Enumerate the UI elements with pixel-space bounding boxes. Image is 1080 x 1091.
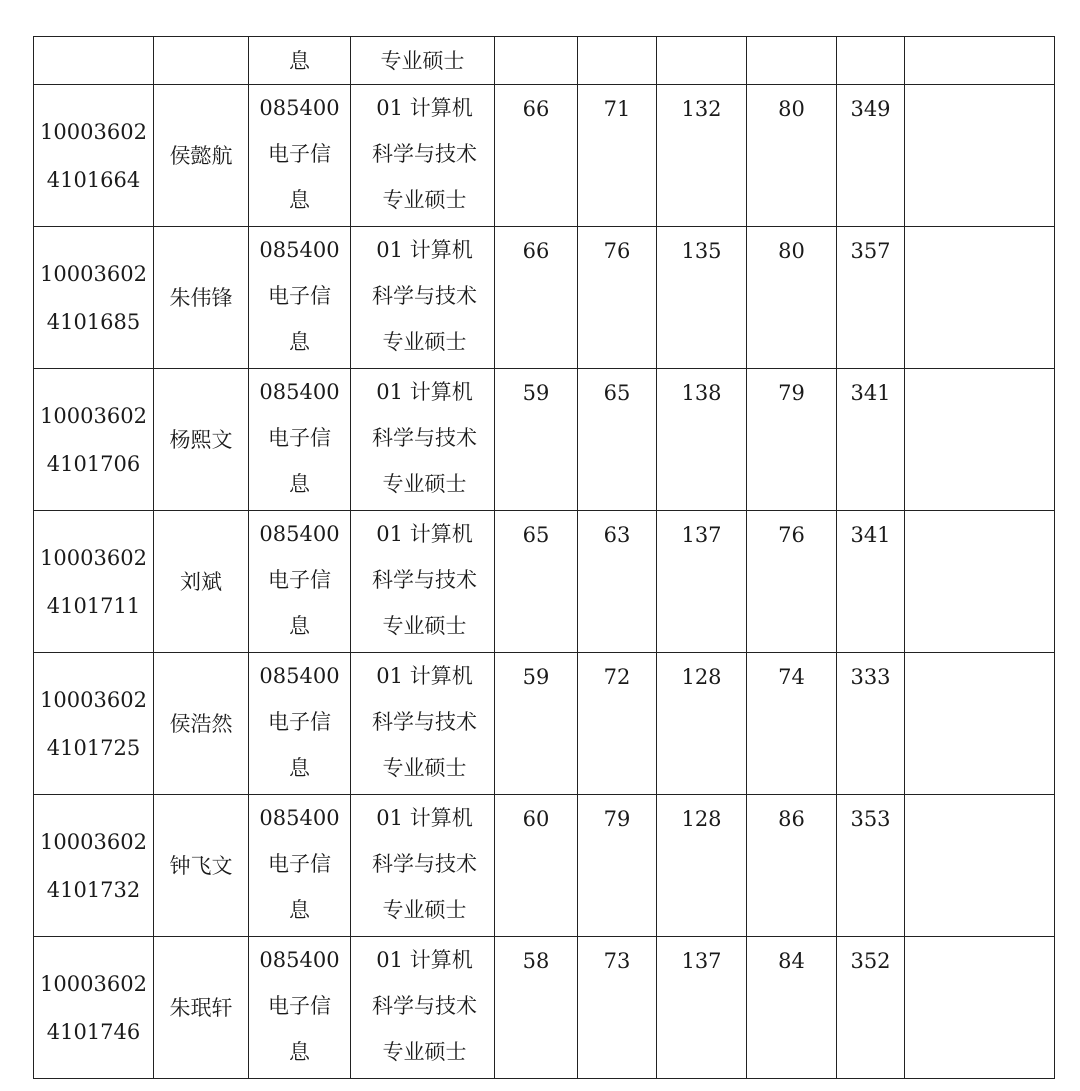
cell-name: 刘斌 bbox=[154, 511, 249, 653]
cell-candidate-id: 10003602 4101685 bbox=[34, 227, 154, 369]
cell-major: 085400 电子信 息 bbox=[249, 85, 351, 227]
cell-subject4 bbox=[747, 37, 837, 85]
table-row bbox=[34, 653, 1055, 795]
cell-subject3: 137 bbox=[657, 937, 747, 1079]
cell-remark bbox=[905, 653, 1055, 795]
cell-subject1: 59 bbox=[495, 369, 578, 511]
cell-direction: 01 计算机 科学与技术 专业硕士 bbox=[351, 227, 495, 369]
cell-remark bbox=[905, 511, 1055, 653]
cell-subject1 bbox=[495, 37, 578, 85]
cell-name: 朱珉轩 bbox=[154, 937, 249, 1079]
cell-name: 朱伟锋 bbox=[154, 227, 249, 369]
cell-name: 钟飞文 bbox=[154, 795, 249, 937]
cell-direction: 01 计算机 科学与技术 专业硕士 bbox=[351, 511, 495, 653]
cell-subject2: 79 bbox=[578, 795, 657, 937]
cell-name: 侯懿航 bbox=[154, 85, 249, 227]
table-row bbox=[34, 369, 1055, 511]
table-row bbox=[34, 85, 1055, 227]
cell-major: 085400 电子信 息 bbox=[249, 227, 351, 369]
cell-subject3: 138 bbox=[657, 369, 747, 511]
cell-candidate-id: 10003602 4101664 bbox=[34, 85, 154, 227]
table-row bbox=[34, 511, 1055, 653]
cell-subject2: 73 bbox=[578, 937, 657, 1079]
cell-major: 息 bbox=[249, 37, 351, 85]
cell-subject1: 66 bbox=[495, 227, 578, 369]
cell-remark bbox=[905, 85, 1055, 227]
cell-candidate-id: 10003602 4101711 bbox=[34, 511, 154, 653]
cell-candidate-id: 10003602 4101706 bbox=[34, 369, 154, 511]
cell-subject4: 74 bbox=[747, 653, 837, 795]
cell-total: 349 bbox=[837, 85, 905, 227]
table-row bbox=[34, 937, 1055, 1079]
cell-major: 085400 电子信 息 bbox=[249, 369, 351, 511]
cell-major: 085400 电子信 息 bbox=[249, 795, 351, 937]
cell-subject2 bbox=[578, 37, 657, 85]
cell-candidate-id: 10003602 4101732 bbox=[34, 795, 154, 937]
cell-total: 357 bbox=[837, 227, 905, 369]
cell-subject1: 60 bbox=[495, 795, 578, 937]
cell-subject4: 86 bbox=[747, 795, 837, 937]
cell-direction: 01 计算机 科学与技术 专业硕士 bbox=[351, 653, 495, 795]
cell-major: 085400 电子信 息 bbox=[249, 511, 351, 653]
cell-remark bbox=[905, 37, 1055, 85]
cell-subject1: 66 bbox=[495, 85, 578, 227]
cell-name: 杨熙文 bbox=[154, 369, 249, 511]
cell-subject1: 59 bbox=[495, 653, 578, 795]
cell-subject4: 80 bbox=[747, 85, 837, 227]
cell-total: 352 bbox=[837, 937, 905, 1079]
cell-total: 341 bbox=[837, 511, 905, 653]
table-row bbox=[34, 795, 1055, 937]
cell-remark bbox=[905, 369, 1055, 511]
cell-direction: 01 计算机 科学与技术 专业硕士 bbox=[351, 369, 495, 511]
cell-total bbox=[837, 37, 905, 85]
cell-name: 侯浩然 bbox=[154, 653, 249, 795]
cell-subject2: 71 bbox=[578, 85, 657, 227]
cell-subject3 bbox=[657, 37, 747, 85]
cell-subject4: 84 bbox=[747, 937, 837, 1079]
cell-subject4: 80 bbox=[747, 227, 837, 369]
cell-remark bbox=[905, 795, 1055, 937]
cell-direction: 01 计算机 科学与技术 专业硕士 bbox=[351, 85, 495, 227]
cell-remark bbox=[905, 227, 1055, 369]
cell-subject2: 63 bbox=[578, 511, 657, 653]
cell-subject3: 132 bbox=[657, 85, 747, 227]
cell-subject3: 128 bbox=[657, 795, 747, 937]
cell-subject2: 65 bbox=[578, 369, 657, 511]
cell-subject2: 76 bbox=[578, 227, 657, 369]
cell-subject1: 58 bbox=[495, 937, 578, 1079]
score-table bbox=[33, 36, 1055, 1079]
cell-subject3: 137 bbox=[657, 511, 747, 653]
cell-total: 333 bbox=[837, 653, 905, 795]
cell-candidate-id: 10003602 4101725 bbox=[34, 653, 154, 795]
cell-direction: 01 计算机 科学与技术 专业硕士 bbox=[351, 795, 495, 937]
cell-major: 085400 电子信 息 bbox=[249, 653, 351, 795]
cell-subject3: 135 bbox=[657, 227, 747, 369]
cell-total: 341 bbox=[837, 369, 905, 511]
cell-direction: 01 计算机 科学与技术 专业硕士 bbox=[351, 937, 495, 1079]
cell-candidate-id: 10003602 4101746 bbox=[34, 937, 154, 1079]
cell-remark bbox=[905, 937, 1055, 1079]
cell-subject4: 79 bbox=[747, 369, 837, 511]
table-row-partial bbox=[34, 37, 1055, 85]
cell-subject4: 76 bbox=[747, 511, 837, 653]
table-row bbox=[34, 227, 1055, 369]
cell-candidate-id bbox=[34, 37, 154, 85]
cell-subject3: 128 bbox=[657, 653, 747, 795]
cell-major: 085400 电子信 息 bbox=[249, 937, 351, 1079]
cell-total: 353 bbox=[837, 795, 905, 937]
cell-direction: 专业硕士 bbox=[351, 37, 495, 85]
cell-subject1: 65 bbox=[495, 511, 578, 653]
cell-name bbox=[154, 37, 249, 85]
cell-subject2: 72 bbox=[578, 653, 657, 795]
